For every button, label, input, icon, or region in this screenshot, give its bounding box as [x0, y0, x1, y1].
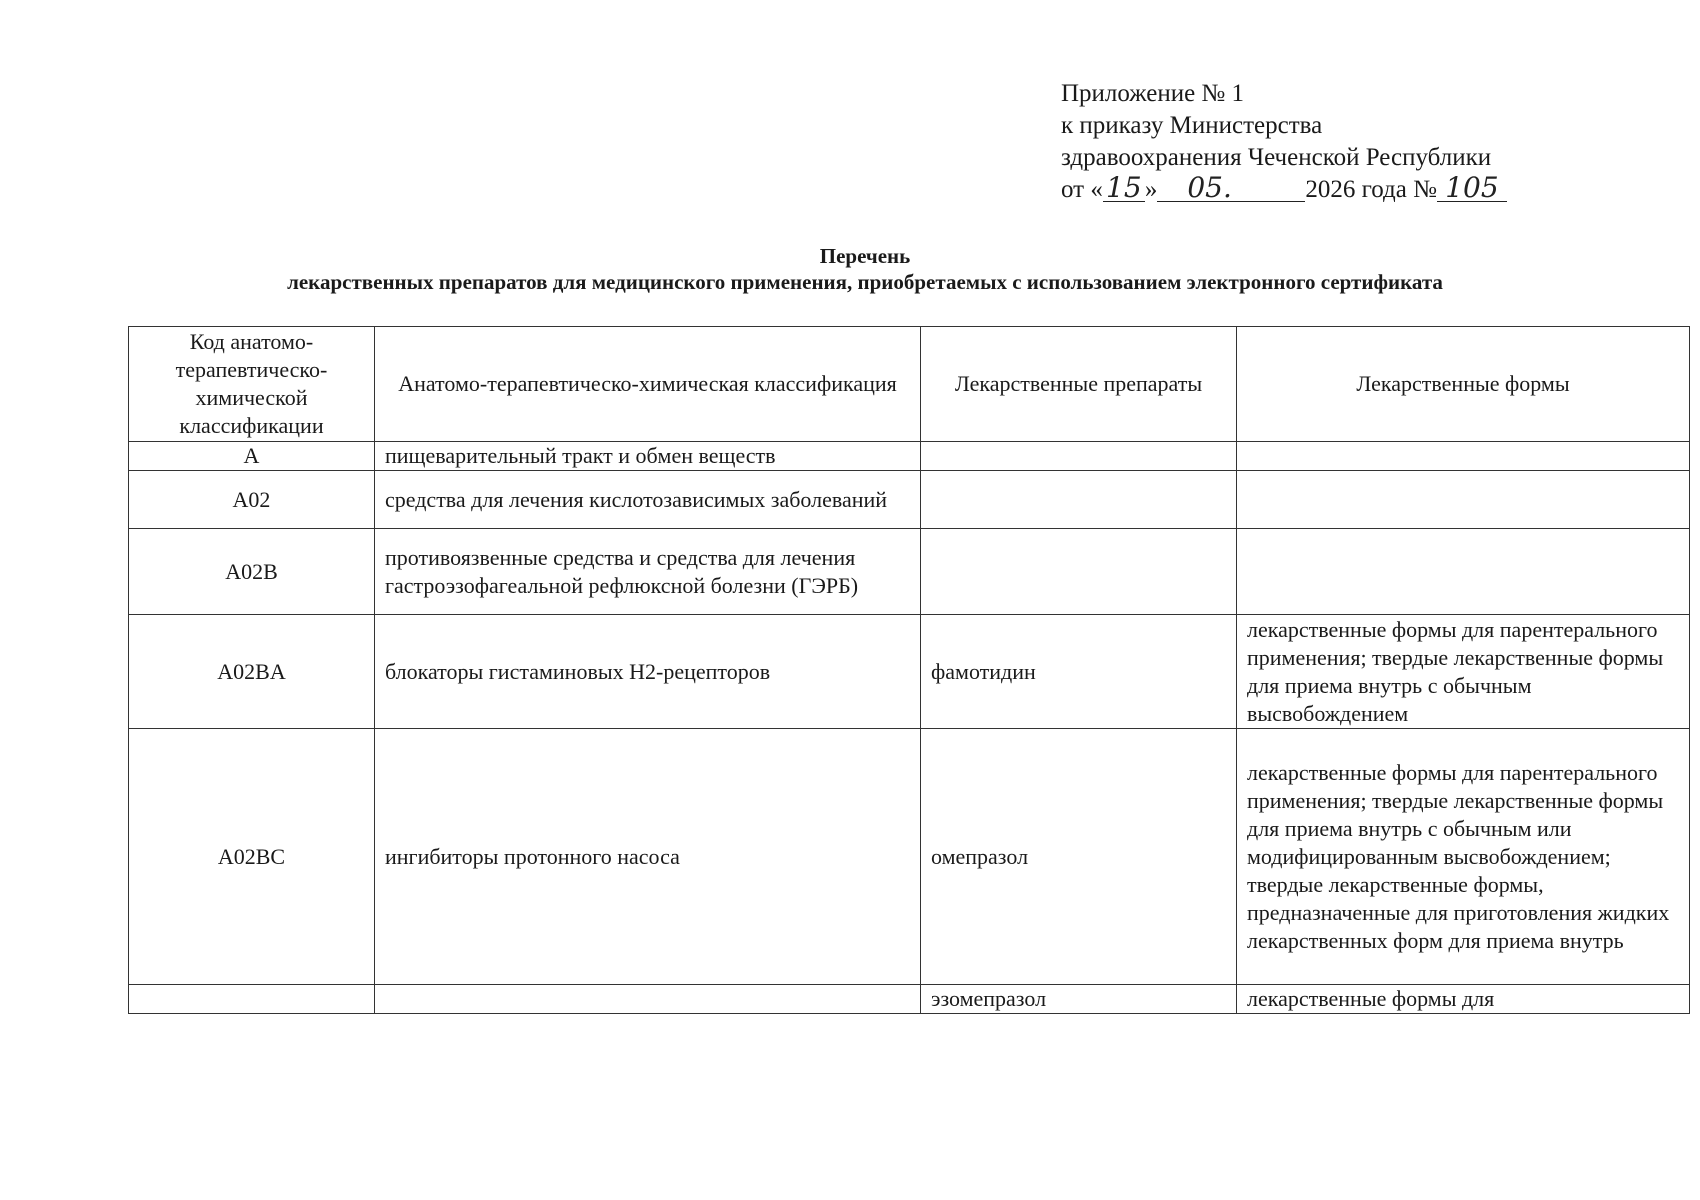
atc-code-cell: A02B	[129, 529, 375, 615]
form-cell	[1237, 442, 1690, 471]
appendix-date-line	[1061, 171, 1507, 206]
drug-cell	[921, 442, 1237, 471]
table-row	[129, 729, 1690, 985]
date-prefix: от «	[1061, 176, 1103, 203]
atc-code-cell: A02BC	[129, 729, 375, 985]
classification-cell: пищеварительный тракт и обмен веществ	[375, 442, 921, 471]
form-cell: лекарственные формы для	[1237, 985, 1690, 1014]
header-atc-classification: Анатомо-терапевтическо-химическая классификация	[375, 327, 921, 442]
document-subtitle: лекарственных препаратов для медицинского применения, приобретаемых с использованием электронного сертификата	[287, 270, 1443, 294]
header-atc-code: Код анатомо-терапевтическо-химической классификации	[129, 327, 375, 442]
date-day-handwritten: 15	[1103, 175, 1145, 202]
drug-cell: фамотидин	[921, 615, 1237, 729]
form-cell: лекарственные формы для парентерального применения; твердые лекарственные формы для приема внутрь с обычным или модифицированным высвобождением; твердые лекарственные формы, предназначенные для приготовления жидких лекарственных форм для приема внутрь	[1237, 729, 1690, 985]
table-row	[129, 985, 1690, 1014]
classification-cell: противоязвенные средства и средства для лечения гастроэзофагеальной рефлюксной болезни (ГЭРБ)	[375, 529, 921, 615]
order-number-handwritten: 105	[1437, 175, 1507, 202]
atc-code-cell: A02BA	[129, 615, 375, 729]
document-title: Перечень	[819, 244, 911, 268]
drug-cell	[921, 471, 1237, 529]
drug-cell: омепразол	[921, 729, 1237, 985]
appendix-line-1: Приложение № 1	[1061, 80, 1245, 107]
header-drugs: Лекарственные препараты	[921, 327, 1237, 442]
table-row	[129, 615, 1690, 729]
atc-code-cell: A	[129, 442, 375, 471]
date-year-text: 2026 года №	[1305, 176, 1437, 203]
table-row	[129, 471, 1690, 529]
table-header-row	[129, 327, 1690, 442]
date-month-handwritten: 05.	[1157, 175, 1305, 202]
form-cell	[1237, 471, 1690, 529]
classification-cell: ингибиторы протонного насоса	[375, 729, 921, 985]
table-row	[129, 442, 1690, 471]
date-quote-close: »	[1144, 176, 1158, 203]
form-cell	[1237, 529, 1690, 615]
appendix-block	[1061, 78, 1507, 206]
drug-cell: эзомепразол	[921, 985, 1237, 1014]
drug-list-table	[128, 326, 1690, 1014]
classification-cell	[375, 985, 921, 1014]
appendix-line-3: здравоохранения Чеченской Республики	[1061, 144, 1492, 171]
atc-code-cell: A02	[129, 471, 375, 529]
atc-code-cell	[129, 985, 375, 1014]
classification-cell: средства для лечения кислотозависимых заболеваний	[375, 471, 921, 529]
header-dosage-forms: Лекарственные формы	[1237, 327, 1690, 442]
drug-cell	[921, 529, 1237, 615]
classification-cell: блокаторы гистаминовых Н2-рецепторов	[375, 615, 921, 729]
form-cell: лекарственные формы для парентерального применения; твердые лекарственные формы для приема внутрь с обычным высвобождением	[1237, 615, 1690, 729]
table-row	[129, 529, 1690, 615]
appendix-line-2: к приказу Министерства	[1061, 112, 1323, 139]
